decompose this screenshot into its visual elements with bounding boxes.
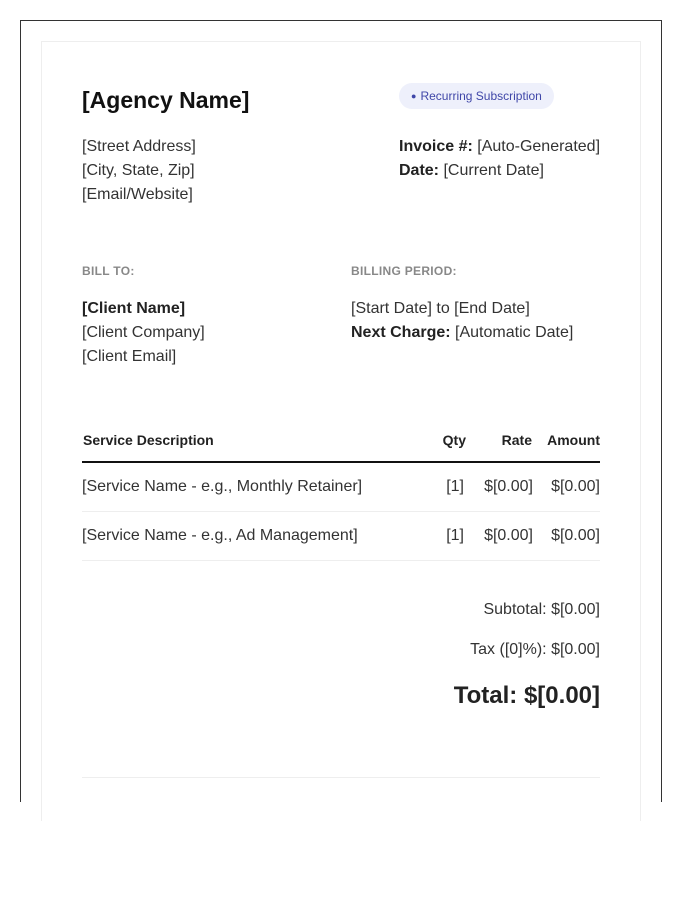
row-amount: $[0.00] <box>551 478 600 495</box>
row-rate: $[0.00] <box>484 527 533 544</box>
header-rate: Rate <box>501 432 532 448</box>
invoice-date-label: Date: <box>399 162 440 179</box>
header-amount: Amount <box>547 432 600 448</box>
next-charge-label: Next Charge: <box>351 324 451 341</box>
billing-period-info <box>351 297 573 345</box>
grand-total: Total: $[0.00] <box>453 682 600 709</box>
table-row <box>82 463 600 512</box>
subtotal: Subtotal: $[0.00] <box>483 601 600 618</box>
invoice-page <box>41 41 641 821</box>
invoice-number-line <box>399 135 600 159</box>
billing-period-heading: BILLING PERIOD: <box>351 264 457 278</box>
bill-to-heading: BILL TO: <box>82 264 135 278</box>
row-rate: $[0.00] <box>484 478 533 495</box>
invoice-number-label: Invoice #: <box>399 138 473 155</box>
city-state-zip: [City, State, Zip] <box>82 162 195 179</box>
tax: Tax ([0]%): $[0.00] <box>470 641 600 658</box>
row-description: [Service Name - e.g., Monthly Retainer] <box>82 478 363 495</box>
client-email: [Client Email] <box>82 348 177 365</box>
next-charge-value: [Automatic Date] <box>455 324 574 341</box>
status-dot-icon: ● <box>411 91 417 101</box>
client-name: [Client Name] <box>82 300 186 317</box>
email-website: [Email/Website] <box>82 186 193 203</box>
invoice-meta <box>399 135 600 183</box>
next-charge-line <box>351 321 573 345</box>
table-row <box>82 512 600 561</box>
client-company: [Client Company] <box>82 324 205 341</box>
billing-period-range: [Start Date] to [End Date] <box>351 300 530 317</box>
header-qty: Qty <box>442 432 466 448</box>
street-address: [Street Address] <box>82 138 196 155</box>
footer-divider <box>82 777 600 778</box>
row-description: [Service Name - e.g., Ad Management] <box>82 527 358 544</box>
row-amount: $[0.00] <box>551 527 600 544</box>
invoice-date-line <box>399 159 600 183</box>
document-frame <box>20 20 662 802</box>
agency-name: [Agency Name] <box>82 87 250 113</box>
row-qty: [1] <box>446 527 464 544</box>
row-qty: [1] <box>446 478 464 495</box>
subscription-badge <box>399 83 554 109</box>
agency-address <box>82 135 196 207</box>
invoice-date-value: [Current Date] <box>443 162 544 179</box>
client-info <box>82 297 205 369</box>
header-description: Service Description <box>83 432 214 448</box>
invoice-number-value: [Auto-Generated] <box>477 138 601 155</box>
subscription-badge-label: Recurring Subscription <box>420 89 542 103</box>
